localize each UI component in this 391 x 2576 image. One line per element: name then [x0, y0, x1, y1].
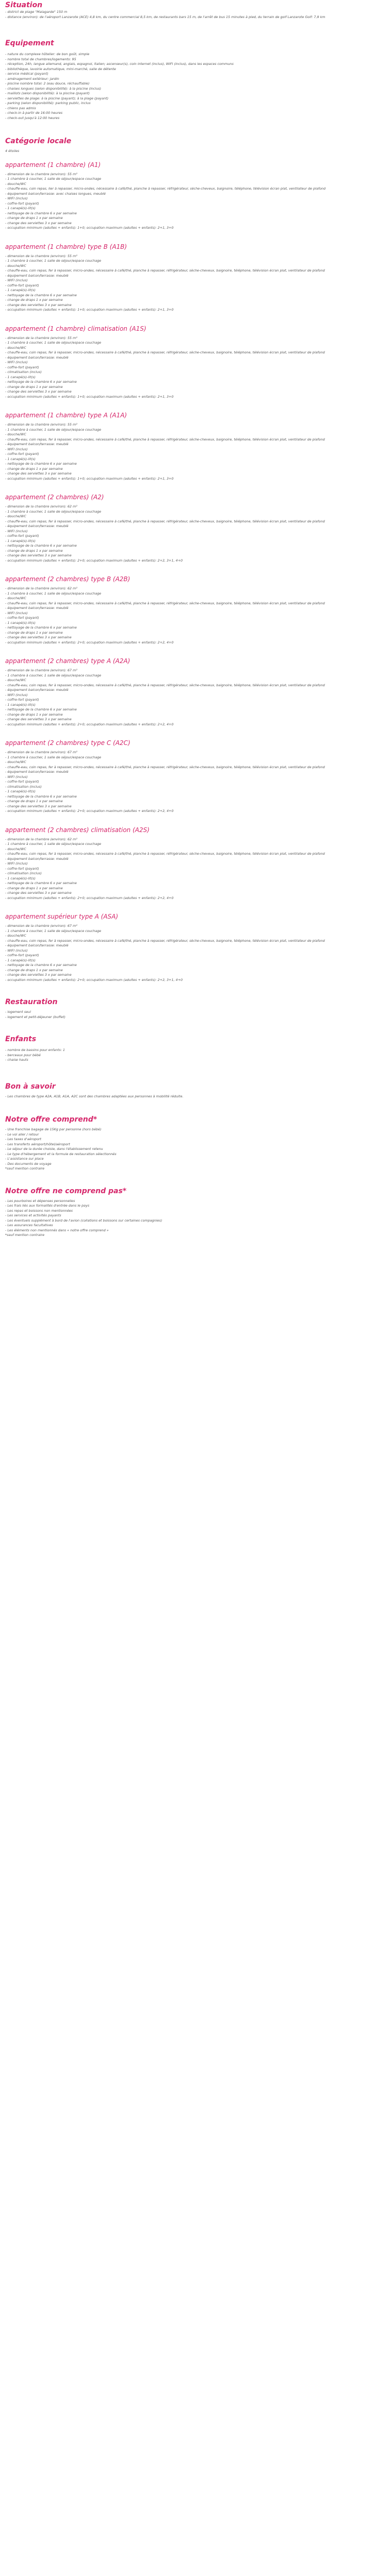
equipement-item: - maillots (selon disponibilité): à la piscine (payant) [5, 91, 90, 95]
room-detail-item: - change de draps 1 x par semaine [5, 384, 63, 389]
room-detail-list [5, 586, 386, 645]
room-detail-item: - nettoyage de la chambre 6 x par semaine [5, 462, 77, 466]
room-detail-item: - 1 canapé(s)-lit(s) [5, 456, 36, 461]
restauration-title: Restauration [5, 998, 58, 1006]
room-section [5, 161, 386, 231]
room-detail-item: - 1 chambre à coucher, 1 salle de séjour/espace couchage [5, 259, 102, 263]
room-detail-item: - douche/WC [5, 846, 26, 851]
rooms-container [5, 161, 386, 983]
room-title: appartement (1 chambre) type A (A1A) [5, 412, 127, 419]
offre-ne-comprend-item: - Les assurances facultatives [5, 1223, 53, 1227]
room-detail-item: - coffre-fort (payant) [5, 452, 39, 456]
room-detail-item: - douche/WC [5, 432, 26, 436]
room-detail-item: - WIFI (inclus) [5, 447, 28, 451]
room-detail-item: - 1 canapé(s)-lit(s) [5, 288, 36, 292]
offre-comprend-item: - Une franchise bagage de 15Kg par personne (hors bébé) [5, 1127, 102, 1131]
room-detail-item: - dimension de la chambre (environ): 67 m² [5, 924, 77, 928]
enfants-item: - chaise hauts [5, 1058, 28, 1062]
room-detail-item: - climatisation (inclus) [5, 871, 42, 875]
room-detail-item: - occupation minimum (adultes + enfants): 2+0; occupation maximum (adultes + enfants): 2+2, 4+0 [5, 895, 174, 900]
room-detail-item: - nettoyage de la chambre 6 x par semaine [5, 794, 77, 799]
room-detail-item: - dimension de la chambre (environ): 55 m² [5, 335, 77, 340]
enfants-item: - berceaux pour bébé [5, 1053, 41, 1057]
room-detail-item: - change des serviettes 3 x par semaine [5, 804, 72, 808]
room-detail-item: - douche/WC [5, 596, 26, 600]
room-detail-item: - nettoyage de la chambre 6 x par semaine [5, 625, 77, 630]
room-detail-item: - climatisation (inclus) [5, 370, 42, 374]
room-detail-item: - équipement balcon/terrasse: meublé [5, 355, 69, 360]
room-detail-item: - coffre-fort (payant) [5, 698, 39, 702]
room-detail-item: - coffre-fort (payant) [5, 201, 39, 206]
room-detail-list [5, 668, 386, 727]
offre-ne-comprend-item: - Les éléments non mentionnés dans « notre offre comprend » [5, 1228, 109, 1232]
room-detail-list [5, 254, 386, 313]
categorie-title: Catégorie locale [5, 137, 72, 145]
room-detail-item: - occupation minimum (adultes + enfants): 2+0; occupation maximum (adultes + enfants): 2+2, 4+0 [5, 809, 174, 813]
offre-comprend-list [5, 1127, 386, 1166]
room-detail-item: - WIFI (inclus) [5, 529, 28, 533]
room-section [5, 494, 386, 563]
room-detail-item: - change de draps 1 x par semaine [5, 298, 63, 302]
equipement-item: - aménagement extérieur: jardin [5, 76, 59, 81]
room-detail-item: - équipement balcon/terrasse: meublé [5, 524, 69, 528]
equipement-item: - piscine nombre total: 2 (eau douce, réchauffable) [5, 81, 90, 86]
room-detail-item: - change de draps 1 x par semaine [5, 886, 63, 890]
room-detail-item: - chauffe-eau, coin repas, fer à repasser, micro-ondes, nécessaire à café/thé, planche à repasser, réfrigérateur, sèche-cheveux, baignoire, téléphone, télévision écran plat, ventilateur de plafond [5, 938, 325, 943]
room-detail-item: - occupation minimum (adultes + enfants): 2+0; occupation maximum (adultes + enfants): 2+2, 4+0 [5, 640, 174, 645]
room-detail-item: - équipement balcon/terrasse: meublé [5, 273, 69, 278]
equipement-item: - service médical (payant) [5, 72, 48, 76]
offre-comprend-item: - Des documents de voyage [5, 1161, 52, 1166]
room-section [5, 412, 386, 481]
equipement-item: - chaises longues (selon disponibilité): à la piscine (inclus) [5, 86, 101, 91]
room-detail-item: - nettoyage de la chambre 6 x par semaine [5, 544, 77, 548]
situation-item: - district de plage "Malagarde" 150 m [5, 10, 68, 14]
room-detail-item: - 1 canapé(s)-lit(s) [5, 876, 36, 880]
room-detail-item: - change de draps 1 x par semaine [5, 712, 63, 717]
room-detail-item: - WIFI (inclus) [5, 278, 28, 282]
room-detail-item: - change de draps 1 x par semaine [5, 466, 63, 471]
room-detail-item: - nettoyage de la chambre 6 x par semaine [5, 293, 77, 297]
offre-comprend-item: - Le séjour de la durée choisie, dans l'établissement retenu [5, 1147, 103, 1151]
room-section [5, 657, 386, 727]
restauration-section [5, 998, 386, 1020]
room-detail-item: - chauffe-eau, coin repas, lier à repasser, micro-ondes, nécessaire à café/thé, planche à repasser, réfrigérateur, sèche-cheveux, baignoire, téléphone, télévision écran plat, ventilateur de plafond [5, 187, 325, 191]
room-section [5, 243, 386, 313]
room-detail-item: - coffre-fort (payant) [5, 779, 39, 784]
bon-a-savoir-section [5, 1082, 386, 1099]
room-section [5, 826, 386, 901]
bon-a-savoir-title: Bon à savoir [5, 1082, 56, 1091]
room-detail-item: - nettoyage de la chambre 6 x par semaine [5, 707, 77, 711]
room-detail-item: - 1 canapé(s)-lit(s) [5, 375, 36, 379]
room-detail-item: - douche/WC [5, 934, 26, 938]
offre-comprend-section [5, 1115, 386, 1172]
room-title: appartement (2 chambres) (A2) [5, 494, 104, 501]
room-detail-item: - chauffe-eau, coin repas, fer à repasser, micro-ondes, nécessaire à café/thé, planche à repasser, réfrigérateur, sèche-cheveux, baignoire, téléphone, télévision écran plat, ventilateur de plafond [5, 350, 325, 354]
room-detail-item: - change des serviettes 3 x par semaine [5, 302, 72, 307]
room-title: appartement (1 chambre) type B (A1B) [5, 243, 127, 250]
equipement-item: - nombre total de chambres/logements: 95 [5, 57, 76, 61]
hotel-description-page [0, 1, 391, 1238]
room-section [5, 913, 386, 982]
room-detail-item: - nettoyage de la chambre 6 x par semaine [5, 963, 77, 967]
room-detail-item: - douche/WC [5, 678, 26, 682]
situation-item: - distance (environ): de l'aéroport Lanzarote (ACE) 4,8 km, du centre commercial 8,5 km, de restaurants bars 15 m, de l'arrêt de bus 15 minutes à pied, du terrain de golf Lanzarote Golf: 7,9 km [5, 14, 325, 19]
room-detail-item: - équipement balcon/terrasse: avec chaises longues, meublé [5, 191, 106, 196]
room-detail-list [5, 172, 386, 231]
enfants-list [5, 1048, 386, 1063]
restauration-item: - logement et petit-déjeuner (buffet) [5, 1014, 66, 1019]
room-detail-item: - douche/WC [5, 514, 26, 518]
restauration-list [5, 1010, 386, 1020]
room-detail-item: - équipement balcon/terrasse: meublé [5, 770, 69, 774]
restauration-item: - logement seul [5, 1010, 31, 1014]
room-detail-item: - équipement balcon/terrasse: meublé [5, 688, 69, 692]
room-detail-list [5, 336, 386, 400]
room-detail-item: - 1 chambre à coucher, 1 salle de séjour/espace couchage [5, 673, 102, 677]
room-detail-item: - 1 canapé(s)-lit(s) [5, 789, 36, 793]
room-title: appartement (2 chambres) type C (A2C) [5, 739, 131, 747]
room-detail-item: - WIFI (inclus) [5, 360, 28, 364]
room-detail-item: - 1 chambre à coucher, 1 salle de séjour/espace couchage [5, 755, 102, 759]
room-title: appartement (1 chambre) (A1) [5, 161, 101, 168]
room-detail-item: - 1 canapé(s)-lit(s) [5, 620, 36, 625]
offre-ne-comprend-section [5, 1187, 386, 1238]
room-detail-item: - occupation minimum (adultes + enfants): 2+0; occupation maximum (adultes + enfants): 2+2, 4+0 [5, 722, 174, 726]
room-detail-item: - 1 chambre à coucher, 1 salle de séjour/espace couchage [5, 591, 102, 596]
offre-ne-comprend-item: - Les repas et boissons non mentionnées [5, 1208, 73, 1213]
room-detail-item: - douche/WC [5, 760, 26, 764]
room-detail-item: - coffre-fort (payant) [5, 283, 39, 287]
offre-ne-comprend-list [5, 1199, 386, 1233]
room-detail-item: - WIFI (inclus) [5, 196, 28, 200]
room-detail-item: - dimension de la chambre (environ): 67 m² [5, 668, 77, 672]
room-title: appartement supérieur type A (ASA) [5, 913, 119, 920]
room-detail-item: - 1 chambre à coucher, 1 salle de séjour/espace couchage [5, 842, 102, 846]
room-section [5, 325, 386, 400]
equipement-item: - réception, 24h, langue allemand, anglais, espagnol, italien; ascenseur(s), coin internet (inclus), WIFI (inclus), dans les espaces communs [5, 62, 234, 66]
offre-comprend-note: *sauf mention contraire [5, 1166, 45, 1171]
offre-ne-comprend-item: - Les éventuels supplément à bord de l'avion (collations et boissons sur certaines compagnies) [5, 1218, 162, 1223]
room-detail-list [5, 504, 386, 563]
room-detail-item: - change de draps 1 x par semaine [5, 548, 63, 553]
room-detail-item: - douche/WC [5, 181, 26, 186]
room-detail-item: - nettoyage de la chambre 6 x par semaine [5, 211, 77, 215]
room-detail-item: - dimension de la chambre (environ): 62 m² [5, 586, 77, 590]
bon-a-savoir-item: - Les chambres de type A2A, A1B, A1A, A2C sont des chambres adaptées aux personnes à mobilité réduite. [5, 1094, 184, 1098]
room-detail-item: - change des serviettes 3 x par semaine [5, 471, 72, 476]
room-detail-item: - chauffe-eau, coin repas, fer à repasser, micro-ondes, nécessaire à café/thé, planche à repasser, réfrigérateur, sèche-cheveux, baignoire, téléphone, télévision écran plat, ventilateur de plafond [5, 683, 325, 687]
room-title: appartement (1 chambre) climatisation (A1S) [5, 325, 146, 332]
situation-list [5, 10, 386, 20]
room-detail-item: - équipement balcon/terrasse: meublé [5, 442, 69, 446]
room-detail-item: - change des serviettes 3 x par semaine [5, 221, 72, 225]
room-detail-item: - dimension de la chambre (environ): 55 m² [5, 422, 77, 427]
room-detail-item: - chauffe-eau, coin repas, fer à repasser, micro-ondes, nécessaire à café/thé, planche à repasser, réfrigérateur, sèche-cheveux, baignoire, téléphone, télévision écran plat, ventilateur de plafond [5, 601, 325, 605]
room-detail-item: - 1 chambre à coucher, 1 salle de séjour/espace couchage [5, 341, 102, 345]
room-detail-item: - chauffe-eau, coin repas, fer à repasser, micro-ondes, nécessaire à café/thé, planche à repasser, réfrigérateur, sèche-cheveux, baignoire, téléphone, télévision écran plat, ventilateur de plafond [5, 437, 325, 442]
room-detail-item: - coffre-fort (payant) [5, 616, 39, 620]
room-detail-item: - coffre-fort (payant) [5, 866, 39, 871]
room-section [5, 575, 386, 645]
room-detail-item: - 1 canapé(s)-lit(s) [5, 538, 36, 543]
room-detail-item: - change des serviettes 3 x par semaine [5, 553, 72, 557]
offre-comprend-item: - Le vol aller / retour [5, 1132, 39, 1137]
room-title: appartement (2 chambres) type B (A2B) [5, 575, 131, 583]
enfants-title: Enfants [5, 1035, 37, 1043]
equipement-section [5, 39, 386, 121]
room-detail-item: - 1 chambre à coucher, 1 salle de séjour/espace couchage [5, 928, 102, 933]
equipement-item: - chiens pas admis [5, 106, 36, 110]
offre-ne-comprend-item: - Les services et activités payants [5, 1213, 61, 1217]
offre-comprend-item: - Le type d'hébergement et la formule de restauration sélectionnés [5, 1151, 117, 1156]
room-detail-item: - 1 chambre à coucher, 1 salle de séjour/espace couchage [5, 509, 102, 514]
equipement-item: - nature du complexe hôtelier: de bon goût, simple [5, 52, 90, 56]
room-detail-item: - coffre-fort (payant) [5, 365, 39, 369]
room-detail-item: - dimension de la chambre (environ): 55 m² [5, 172, 77, 176]
room-detail-item: - WIFI (inclus) [5, 692, 28, 697]
enfants-item: - nombre de bassins pour enfants: 1 [5, 1048, 65, 1052]
room-detail-item: - dimension de la chambre (environ): 67 m² [5, 750, 77, 754]
room-detail-item: - WIFI (inclus) [5, 774, 28, 779]
room-detail-item: - équipement balcon/terrasse: meublé [5, 943, 69, 947]
room-section [5, 739, 386, 814]
room-detail-item: - WIFI (inclus) [5, 611, 28, 615]
room-detail-item: - coffre-fort (payant) [5, 534, 39, 538]
room-detail-item: - climatisation (inclus) [5, 784, 42, 789]
room-detail-item: - douche/WC [5, 345, 26, 350]
situation-section [5, 1, 386, 20]
offre-ne-comprend-title: Notre offre ne comprend pas* [5, 1187, 127, 1195]
room-detail-item: - change de draps 1 x par semaine [5, 968, 63, 972]
room-title: appartement (2 chambres) climatisation (A2S) [5, 826, 150, 834]
room-detail-item: - occupation minimum (adultes + enfants): 1+0; occupation maximum (adultes + enfants): 2+1, 3+0 [5, 308, 174, 312]
room-detail-list [5, 750, 386, 814]
room-detail-item: - dimension de la chambre (environ): 62 m² [5, 504, 77, 509]
room-detail-item: - dimension de la chambre (environ): 62 m² [5, 837, 77, 841]
offre-ne-comprend-item: - Les frais liés aux formalités d'entrée dans le pays [5, 1204, 90, 1208]
room-detail-item: - nettoyage de la chambre 6 x par semaine [5, 380, 77, 384]
room-detail-item: - chauffe-eau, coin repas, fer à repasser, micro-ondes, nécessaire à café/thé, planche à repasser, réfrigérateur, sèche-cheveux, baignoire, téléphone, télévision écran plat, ventilateur de plafond [5, 765, 325, 769]
room-detail-item: - 1 canapé(s)-lit(s) [5, 702, 36, 707]
room-detail-item: - occupation minimum (adultes + enfants): 1+0; occupation maximum (adultes + enfants): 2+1, 3+0 [5, 476, 174, 481]
categorie-value: 4 étoiles [5, 149, 20, 153]
room-detail-item: - occupation minimum (adultes + enfants): 1+0; occupation maximum (adultes + enfants): 2+1, 3+0 [5, 226, 174, 230]
offre-ne-comprend-item: - Les pourboires et dépenses personnelles [5, 1198, 75, 1203]
equipement-item: - parking (selon disponibilité): parking public, inclus [5, 101, 91, 105]
room-detail-item: - chauffe-eau, coin repas, fer à repasser, micro-ondes, nécessaire à café/thé, planche à repasser, réfrigérateur, sèche-cheveux, baignoire, téléphone, télévision écran plat, ventilateur de plafond [5, 519, 325, 523]
room-detail-item: - chauffe-eau, coin repas, fer à repasser, micro-ondes, nécessaire à café/thé, planche à repasser, réfrigérateur, sèche-cheveux, baignoire, téléphone, télévision écran plat, ventilateur de plafond [5, 268, 325, 273]
room-detail-list [5, 837, 386, 901]
bon-a-savoir-list [5, 1094, 386, 1099]
room-detail-item: - équipement balcon/terrasse: meublé [5, 856, 69, 861]
room-detail-item: - change de draps 1 x par semaine [5, 630, 63, 635]
room-detail-item: - 1 canapé(s)-lit(s) [5, 206, 36, 210]
equipement-item: - check-out jusqu'à 12:00 heures [5, 115, 60, 120]
offre-comprend-item: - L'assistance sur place [5, 1157, 44, 1161]
equipement-item: - serviettes de plage: à la piscine (payant); à la plage (payant) [5, 96, 109, 100]
room-detail-item: - coffre-fort (payant) [5, 953, 39, 957]
room-detail-item: - change de draps 1 x par semaine [5, 216, 63, 220]
situation-title: Situation [5, 1, 43, 9]
room-detail-list [5, 422, 386, 481]
room-title: appartement (2 chambres) type A (A2A) [5, 657, 131, 665]
room-detail-item: - change des serviettes 3 x par semaine [5, 973, 72, 977]
equipement-list [5, 52, 386, 121]
room-detail-item: - dimension de la chambre (environ): 55 m² [5, 253, 77, 258]
room-detail-item: - change des serviettes 3 x par semaine [5, 891, 72, 895]
categorie-section [5, 137, 386, 154]
equipement-title: Equipement [5, 39, 54, 47]
room-detail-item: - 1 chambre à coucher, 1 salle de séjour/espace couchage [5, 177, 102, 181]
room-detail-list [5, 924, 386, 982]
room-detail-item: - change des serviettes 3 x par semaine [5, 717, 72, 721]
equipement-item: - check-in à partir de 16:00 heures [5, 111, 63, 115]
room-detail-item: - équipement balcon/terrasse: meublé [5, 606, 69, 610]
room-detail-item: - nettoyage de la chambre 6 x par semaine [5, 881, 77, 885]
room-detail-item: - douche/WC [5, 263, 26, 268]
offre-comprend-item: - Les transferts aéroport/hôtel/aéroport [5, 1142, 70, 1146]
room-detail-item: - change de draps 1 x par semaine [5, 799, 63, 803]
equipement-item: - bibliothèque, lavoirie automatique, mini-marché, salle de détente [5, 66, 116, 71]
room-detail-item: - change des serviettes 3 x par semaine [5, 635, 72, 639]
enfants-section [5, 1035, 386, 1063]
offre-comprend-item: - Les taxes d'aéroport [5, 1137, 41, 1141]
room-detail-item: - occupation minimum (adultes + enfants): 2+0; occupation maximum (adultes + enfants): 2+2, 3+1, 4+0 [5, 977, 183, 982]
room-detail-item: - occupation minimum (adultes + enfants): 2+0; occupation maximum (adultes + enfants): 2+2, 3+1, 4+0 [5, 558, 183, 563]
offre-comprend-title: Notre offre comprend* [5, 1115, 97, 1124]
room-detail-item: - WIFI (inclus) [5, 861, 28, 866]
room-detail-item: - 1 chambre à coucher, 1 salle de séjour/espace couchage [5, 427, 102, 432]
room-detail-item: - occupation minimum (adultes + enfants): 1+0; occupation maximum (adultes + enfants): 2+1, 3+0 [5, 394, 174, 399]
room-detail-item: - change des serviettes 3 x par semaine [5, 389, 72, 394]
room-detail-item: - WIFI (inclus) [5, 948, 28, 953]
room-detail-item: - 1 canapé(s)-lit(s) [5, 958, 36, 962]
offre-ne-comprend-note: *sauf mention contraire [5, 1233, 45, 1237]
room-detail-item: - chauffe-eau, coin repas, fer à repasser, micro-ondes, nécessaire à café/thé, planche à repasser, réfrigérateur, sèche-cheveux, baignoire, téléphone, télévision écran plat, ventilateur de plafond [5, 852, 325, 856]
